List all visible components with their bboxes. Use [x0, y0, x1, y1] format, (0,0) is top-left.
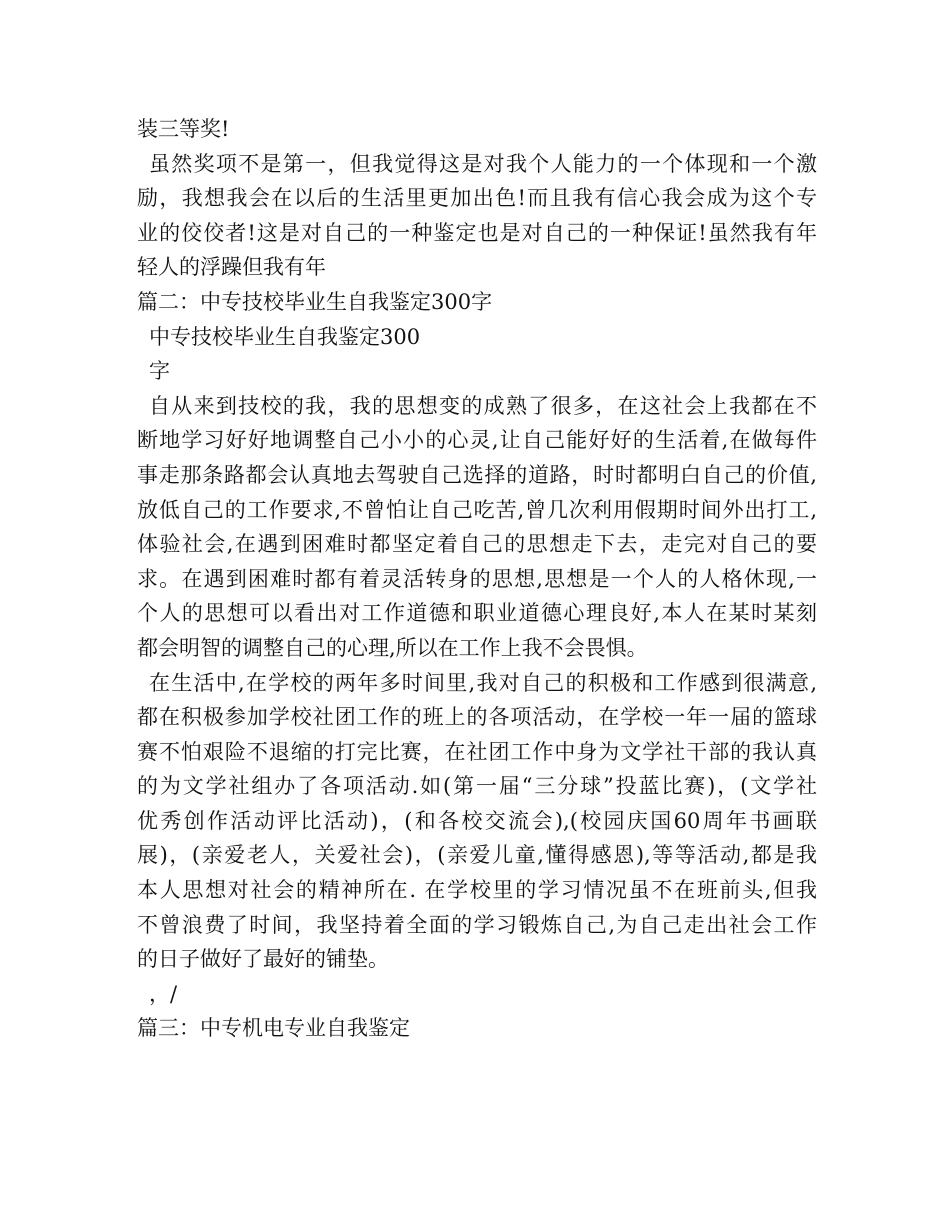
text-line: 都会明智的调整自己的心理,所以在工作上我不会畏惧。	[137, 635, 648, 660]
text-line: 的为文学社组办了各项活动.如(第一届“三分球”投蓝比赛)，(文学社	[137, 774, 817, 799]
text-line: 业的佼佼者!这是对自己的一种鉴定也是对自己的一种保证!虽然我有年	[137, 220, 817, 245]
section-subtitle: 中专技校毕业生自我鉴定300	[149, 324, 421, 349]
text-line: 事走那条路都会认真地去驾驶自己选择的道路，时时都明白自己的价值,	[137, 462, 817, 487]
text-line: 求。在遇到困难时都有着灵活转身的思想,思想是一个人的人格休现,一	[137, 566, 817, 591]
text-line: ，/	[149, 981, 178, 1006]
text-line: 放低自己的工作要求,不曾怕让自己吃苦,曾几次利用假期时间外出打工,	[137, 497, 817, 522]
text-line: 不曾浪费了时间，我坚持着全面的学习锻炼自己,为自己走出社会工作	[137, 912, 817, 937]
text-line: 励，我想我会在以后的生活里更加出色!而且我有信心我会成为这个专	[137, 186, 817, 211]
text-line: 轻人的浮躁但我有年	[137, 255, 326, 280]
text-line: 断地学习好好地调整自己小小的心灵,让自己能好好的生活着,在做每件	[137, 428, 817, 453]
text-line: 本人思想对社会的精神所在. 在学校里的学习情况虽不在班前头,但我	[137, 878, 817, 903]
text-line: 展)，(亲爱老人，关爱社会)，(亲爱儿童,懂得感恩),等等活动,都是我	[137, 843, 817, 868]
text-line: 优秀创作活动评比活动)，(和各校交流会),(校园庆国60周年书画联	[137, 808, 817, 833]
text-line: 赛不怕艰险不退缩的打完比赛，在社团工作中身为文学社干部的我认真	[137, 739, 817, 764]
section-subtitle: 字	[149, 359, 170, 384]
text-line: 个人的思想可以看出对工作道德和职业道德心理良好,本人在某时某刻	[137, 601, 817, 626]
text-line: 装三等奖!	[137, 117, 230, 141]
text-line: 自从来到技校的我，我的思想变的成熟了很多，在这社会上我都在不	[149, 393, 817, 418]
text-line: 体验社会,在遇到困难时都坚定着自己的思想走下去，走完对自己的要	[137, 532, 817, 557]
section-heading: 篇三：中专机电专业自我鉴定	[137, 1016, 410, 1041]
text-line: 虽然奖项不是第一，但我觉得这是对我个人能力的一个体现和一个激	[149, 151, 817, 176]
section-heading: 篇二：中专技校毕业生自我鉴定300字	[137, 289, 493, 314]
text-line: 的日子做好了最好的铺垫。	[137, 947, 389, 972]
text-line: 都在积极参加学校社团工作的班上的各项活动，在学校一年一届的篮球	[137, 705, 817, 730]
text-line: 在生活中,在学校的两年多时间里,我对自己的积极和工作感到很满意,	[149, 670, 817, 695]
document-body	[137, 112, 817, 1046]
